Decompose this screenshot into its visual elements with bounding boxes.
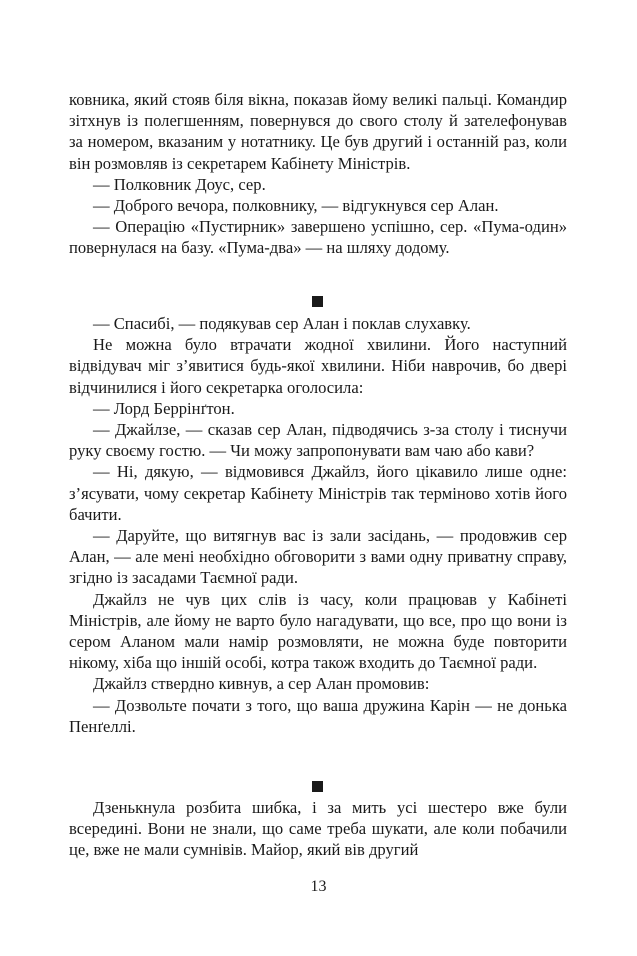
- text-section-3: [69, 797, 567, 861]
- paragraph: Дзенькнула розбита шибка, і за мить усі шестеро вже були всередині. Вони не знали, що саме треба шукати, але коли побачили це, вже не мали сумнівів. Майор, який вів другий: [69, 798, 567, 860]
- paragraph: — Ні, дякую, — відмовився Джайлз, його цікавило лише одне: з’ясувати, чому секретар Кабінету Міністрів так терміново хотів його бачити.: [69, 462, 567, 524]
- text-section-1: [69, 89, 567, 259]
- paragraph: Не можна було втрачати жодної хвилини. Його наступний відвідувач міг з’явитися будь-якої хвилини. Ніби наврочив, бо двері відчинилися і його секретарка оголосила:: [69, 335, 567, 397]
- text-section-2: [69, 313, 567, 737]
- page-number: 13: [310, 878, 327, 895]
- paragraph: — Полковник Доус, сер.: [93, 174, 266, 194]
- paragraph: — Доброго вечора, полковнику, — відгукнувся сер Алан.: [93, 196, 499, 216]
- paragraph: — Спасибі, — подякував сер Алан і поклав слухавку.: [93, 314, 471, 333]
- paragraph: — Операцію «Пустирник» завершено успішно, сер. «Пума-один» повернулася на базу. «Пума-два» — на шляху додому.: [69, 217, 567, 258]
- section-separator: [312, 781, 323, 792]
- paragraph: — Даруйте, що витягнув вас із зали засідань, — продовжив сер Алан, — але мені необхідно обговорити з вами одну приватну справу, згідно із засадами Таємної ради.: [69, 526, 567, 588]
- section-separator: [312, 296, 323, 307]
- paragraph: Джайлз ствердно кивнув, а сер Алан промовив:: [93, 674, 430, 694]
- paragraph: — Дозвольте почати з того, що ваша дружина Карін — не донька Пенґеллі.: [69, 695, 567, 736]
- paragraph: ковника, який стояв біля вікна, показав йому великі пальці. Командир зітхнув із полегшенням, повернувся до свого столу й зателефонував за номером, вказаним у нотатнику. Це був другий і останній раз, коли він розмовляв із секретарем Кабінету Міністрів.: [69, 90, 567, 173]
- paragraph: — Лорд Беррінґтон.: [93, 398, 235, 418]
- paragraph: — Джайлзе, — сказав сер Алан, підводячись з-за столу і тиснучи руку своєму гостю. — Чи можу запропонувати вам чаю або кави?: [69, 420, 567, 461]
- paragraph: Джайлз не чув цих слів із часу, коли працював у Кабінеті Міністрів, але йому не варто було нагадувати, що все, про що вони із сером Аланом мали намір розмовляти, не можна буде повторити нікому, хіба що іншій особі, котра також входить до Таємної ради.: [69, 589, 567, 673]
